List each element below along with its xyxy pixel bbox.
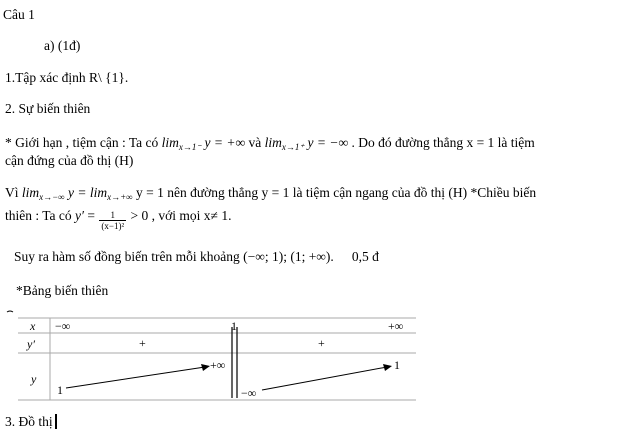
row-label-y: y (31, 372, 37, 386)
lim2-base: lim (264, 135, 282, 150)
increasing-arrow-left (66, 367, 205, 388)
horiz-lim-base-1: lim (21, 185, 40, 200)
horiz-lim-sub-2: x→+∞ (107, 192, 133, 202)
increasing-arrow-right (262, 367, 387, 390)
row-label-x: x (30, 319, 36, 333)
limits-tail: . Do đó đường thẳng x = 1 là tiệm (351, 135, 535, 150)
variation-table-heading: *Bảng biến thiên (16, 283, 109, 298)
fraction-denominator: (x−1)² (101, 221, 125, 231)
lim2-sub: x→1⁺ (281, 142, 305, 152)
horiz-mid: y = (64, 185, 90, 200)
lim1-rest: y = +∞ (201, 135, 249, 150)
horiz-lim-base-2: lim (89, 185, 108, 200)
x-right-value: +∞ (388, 319, 404, 333)
graph-heading (5, 414, 57, 430)
horiz-lead: Vì (5, 185, 22, 200)
graph-heading-text: 3. Đồ thị (5, 414, 53, 429)
lim1-base: lim (161, 135, 179, 150)
row-label-yprime: y′ (27, 337, 35, 351)
score-label: 0,5 đ (351, 249, 379, 264)
arrowhead-right (383, 364, 392, 371)
limits-line-2: cận đứng của đồ thị (H) (5, 153, 134, 168)
horiz-rest: y = 1 nên đường thẳng y = 1 là tiệm cận ngang của đồ thị (H) *Chiều biến (132, 185, 537, 200)
lim2-rest: y = −∞ (304, 135, 352, 150)
limits-lead: * Giới hạn , tiệm cận : Ta có (5, 135, 162, 150)
text-cursor (55, 414, 57, 429)
variation-heading: 2. Sự biến thiên (5, 101, 91, 116)
y-right-end: 1 (394, 358, 400, 372)
limits-and: và (248, 135, 265, 150)
derivative-eq: = (84, 208, 99, 223)
sign-left: + (139, 336, 146, 350)
derivative-lead: thiên : Ta có (5, 208, 76, 223)
y-left-start: 1 (57, 383, 63, 397)
y-right-start: −∞ (241, 386, 257, 400)
derivative-tail: > 0 , với mọi x≠ 1. (127, 208, 232, 223)
stray-mark (7, 311, 13, 312)
y-prime: y′ (75, 208, 84, 223)
part-a-label: a) (1đ) (44, 38, 81, 53)
domain-statement: 1.Tập xác định R\ {1}. (5, 70, 129, 85)
arrowhead-left (201, 364, 210, 371)
x-left-value: −∞ (55, 319, 71, 333)
lim1-sub: x→1⁻ (178, 142, 202, 152)
fraction-numerator: 1 (99, 210, 126, 221)
sign-right: + (318, 336, 325, 350)
x-mid-value: 1 (231, 319, 237, 333)
question-heading: Câu 1 (3, 7, 35, 22)
horiz-lim-sub-1: x→−∞ (39, 192, 65, 202)
conclusion-text: Suy ra hàm số đồng biến trên mỗi khoảng (−∞; 1); (1; +∞). (14, 249, 334, 264)
y-left-end: +∞ (210, 358, 226, 372)
